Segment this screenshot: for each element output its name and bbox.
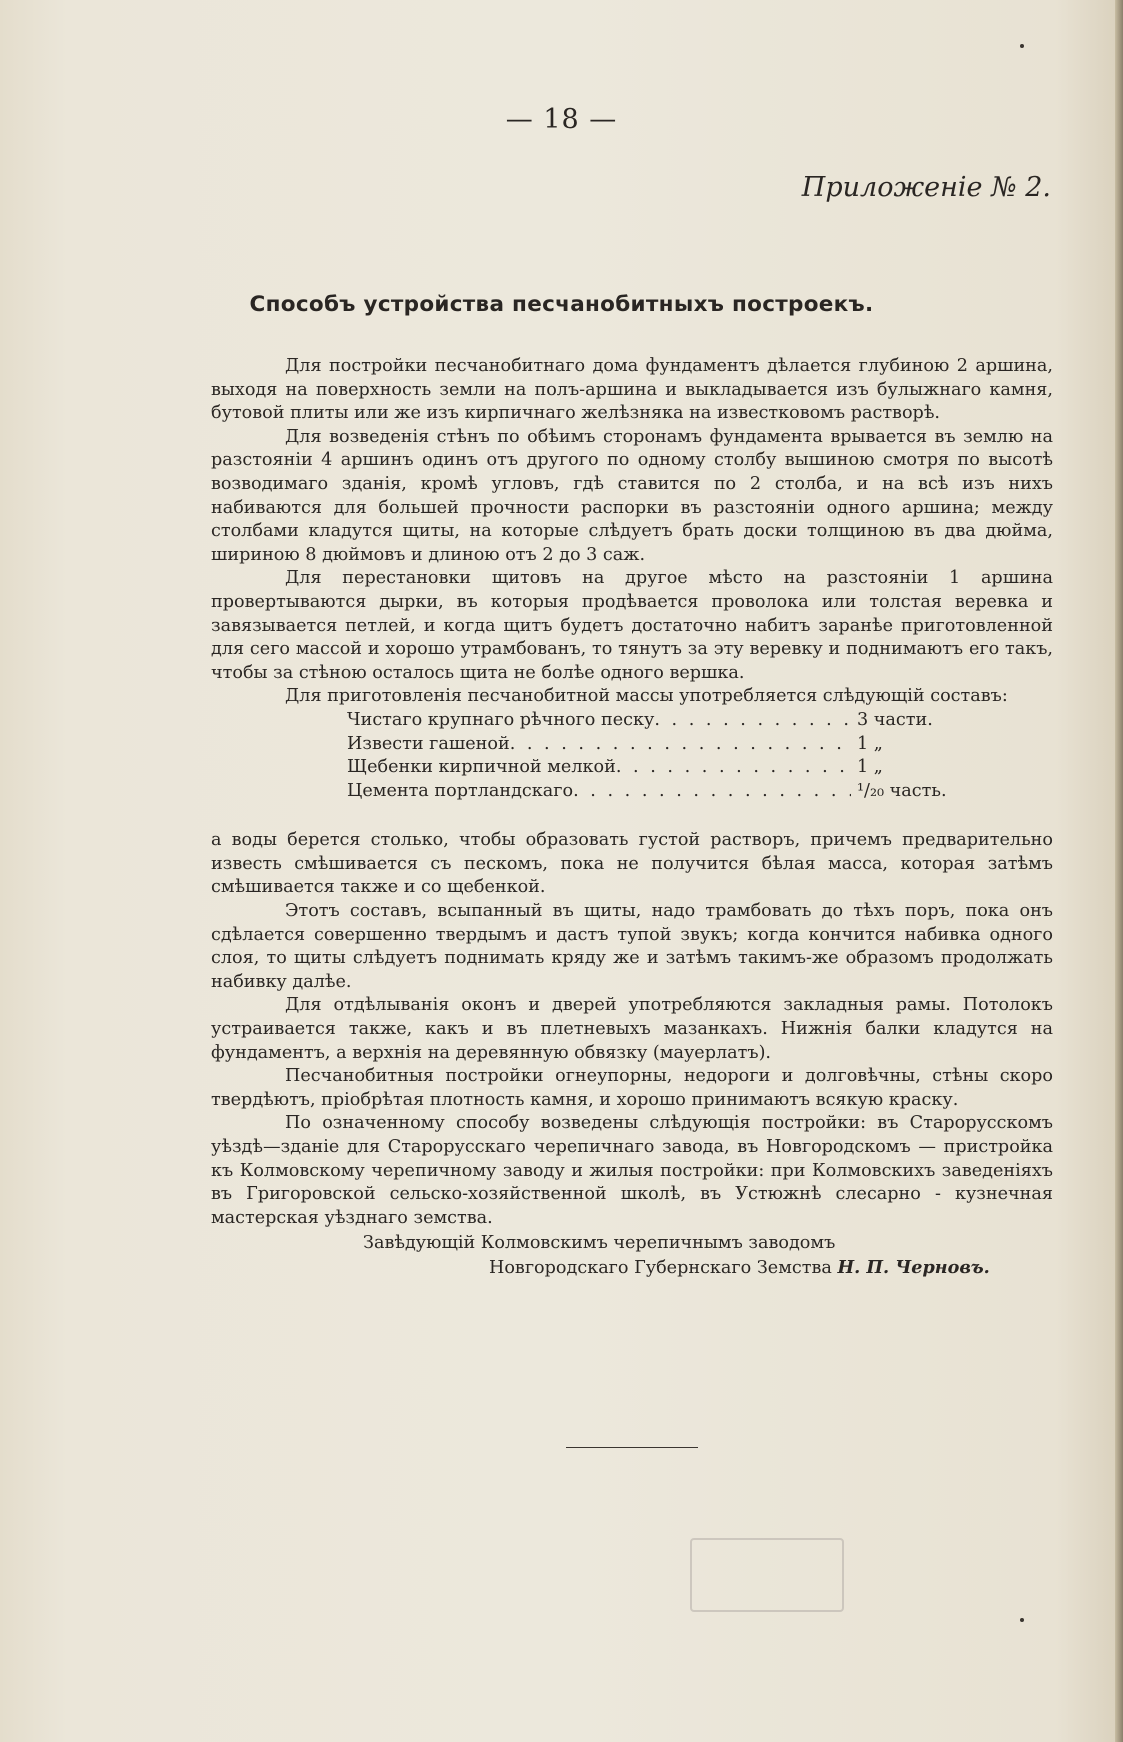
mixture-row (347, 733, 947, 757)
signature-org: Новгородскаго Губернскаго Земства (489, 1257, 832, 1278)
mixture-qty: ¹/₂₀ часть. (857, 780, 947, 801)
leader-dots (616, 756, 851, 780)
leader-dots (510, 733, 851, 757)
mixture-item: Чистаго крупнаго рѣчного песку (347, 709, 655, 730)
paragraph: Песчанобитныя постройки огнеупорны, недороги и долговѣчны, стѣны скоро твердѣютъ, пріобрѣтая плотность камня, и хорошо принимаютъ всякую краску. (211, 1066, 1053, 1110)
book-spine-shadow (1115, 0, 1123, 1742)
mixture-list (347, 709, 947, 803)
signature-block (211, 1232, 1053, 1280)
signature-org-line (211, 1256, 1053, 1281)
print-speck (1020, 44, 1024, 48)
mixture-item: Цемента портландскаго (347, 780, 574, 801)
paragraph: Для приготовленія песчанобитной массы употребляется слѣдующій составъ: (285, 686, 1008, 707)
faded-stamp (690, 1538, 844, 1612)
mixture-item: Щебенки кирпичной мелкой (347, 757, 616, 778)
paragraph: Этотъ составъ, всыпанный въ щиты, надо трамбовать до тѣхъ поръ, пока онъ сдѣлается совершенно твердымъ и дастъ тупой звукъ; когда кончится набивка одного слоя, то щиты слѣдуетъ поднимать кряду же и затѣмъ такимъ-же образомъ продолжать набивку далѣе. (211, 901, 1053, 992)
leader-dots (573, 780, 851, 804)
print-speck (1020, 1618, 1024, 1622)
mixture-item: Извести гашеной (347, 733, 510, 754)
paragraph: Для отдѣлыванія оконъ и дверей употребляются закладныя рамы. Потолокъ устраивается также, какъ и въ плетневыхъ мазанкахъ. Нижнія балки кладутся на фундаментъ, а верхнія на деревянную обвязку (мауерлатъ). (211, 995, 1053, 1063)
paragraph: Для постройки песчанобитнаго дома фундаментъ дѣлается глубиною 2 аршина, выходя на поверхность земли на полъ-аршина и выкладывается изъ булыжнаго камня, бутовой плиты или же изъ кирпичнаго желѣзняка на известковомъ растворѣ. (211, 356, 1053, 424)
paragraph: а воды берется столько, чтобы образовать густой растворъ, причемъ предварительно известь смѣшивается съ пескомъ, пока не получится бѣлая масса, которая затѣмъ смѣшивается также и со щебенкой. (211, 830, 1053, 898)
section-heading: Способъ устройства песчанобитныхъ построекъ. (249, 292, 874, 317)
page-number: — 18 — (505, 104, 618, 135)
paragraph: По означенному способу возведены слѣдующія постройки: въ Старорусскомъ уѣздѣ—зданіе для Старорусскаго черепичнаго завода, въ Новгородскомъ — пристройка къ Колмовскому черепичному заводу и жилыя постройки: при Колмовскихъ заведеніяхъ въ Григоровской сельско-хозяйственной школѣ, въ Устюжнѣ слесарно - кузнечная мастерская уѣзднаго земства. (211, 1113, 1053, 1228)
mixture-qty: 3 части. (857, 709, 933, 730)
closing-rule (566, 1447, 698, 1448)
body-text (211, 355, 1053, 1281)
appendix-label: Приложеніе № 2. (801, 172, 1051, 203)
mixture-row (347, 756, 947, 780)
leader-dots (654, 709, 851, 733)
mixture-row (347, 709, 947, 733)
signature-title: Завѣдующій Колмовскимъ черепичнымъ заводомъ (363, 1233, 836, 1254)
mixture-row (347, 780, 947, 804)
mixture-qty: 1 „ (857, 757, 883, 778)
paragraph: Для перестановки щитовъ на другое мѣсто на разстояніи 1 аршина провертываются дырки, въ которыя продѣвается проволока или толстая веревка и завязывается петлей, и когда щитъ будетъ достаточно набитъ заранѣе приготовленной для сего массой и хорошо утрамбованъ, то тянутъ за эту веревку и поднимаютъ его такъ, чтобы за стѣною осталось щита не болѣе одного вершка. (211, 568, 1053, 683)
mixture-qty: 1 „ (857, 733, 883, 754)
paragraph: Для возведенія стѣнъ по обѣимъ сторонамъ фундамента врывается въ землю на разстояніи 4 аршинъ одинъ отъ другого по одному столбу вышиною смотря по высотѣ возводимаго зданія, кромѣ угловъ, гдѣ ставится по 2 столба, и на всѣ изъ нихъ набиваются для большей прочности распорки въ разстояніи одного аршина; между столбами кладутся щиты, на которые слѣдуетъ брать доски толщиною въ два дюйма, шириною 8 дюймовъ и длиною отъ 2 до 3 саж. (211, 426, 1053, 565)
signature-name: Н. П. Черновъ. (837, 1256, 990, 1278)
